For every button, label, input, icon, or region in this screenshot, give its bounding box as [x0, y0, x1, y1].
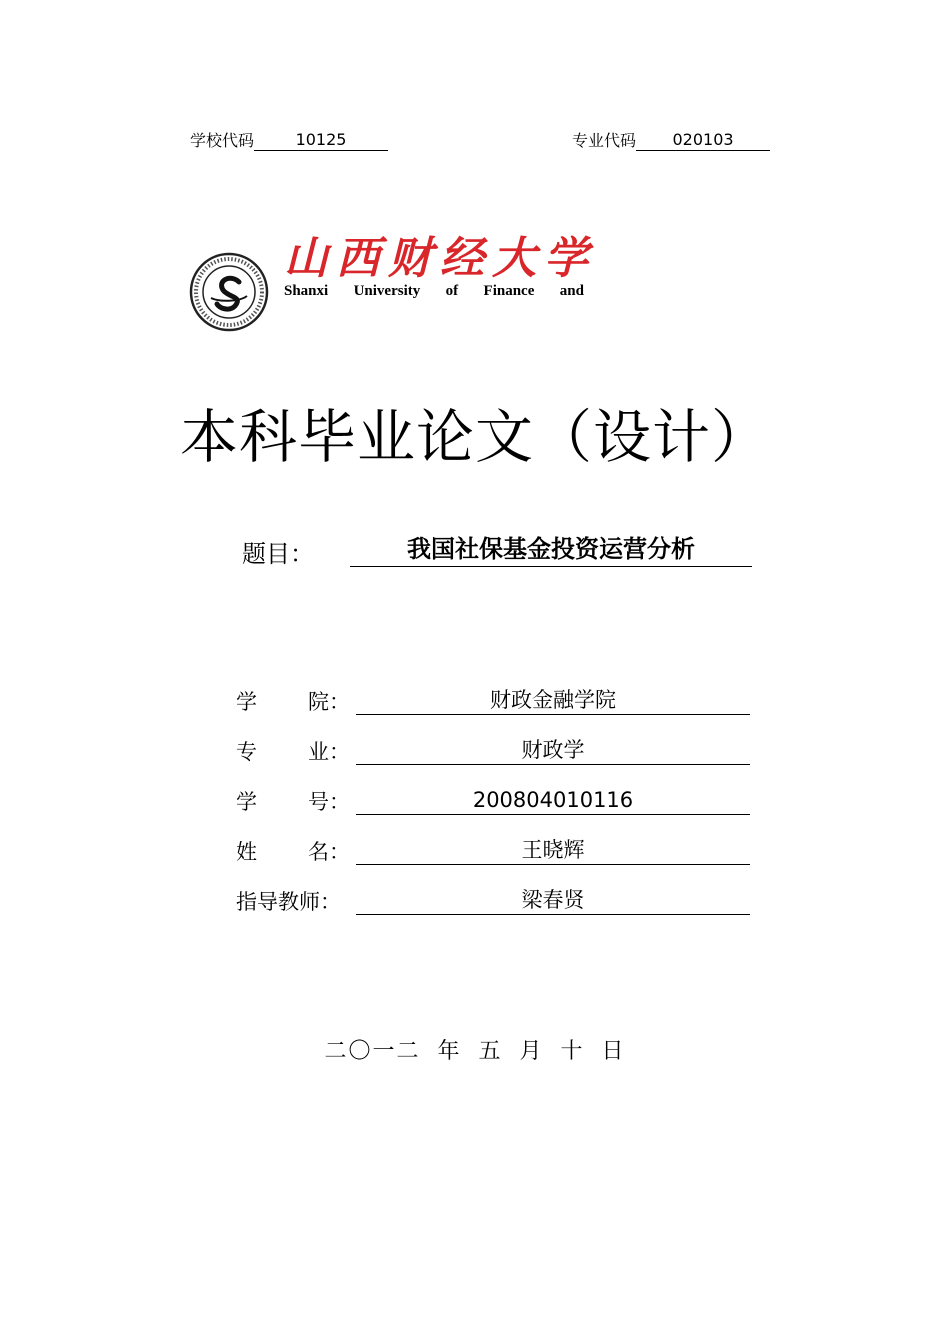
info-value-name: 王晓辉 [356, 836, 750, 865]
info-key: 院： [308, 690, 350, 714]
english-word: Finance [483, 283, 535, 299]
info-key: 号： [308, 790, 350, 814]
major-code-label: 专业代码 [572, 131, 637, 150]
info-key: 指导教师： [236, 890, 341, 914]
topic-label: 题目： [242, 540, 314, 568]
english-word: Shanxi [284, 283, 329, 299]
university-name-chinese: 山西财经大学 [284, 233, 596, 284]
info-key: 姓 [236, 840, 257, 864]
english-word: University [353, 283, 421, 299]
info-value-student-id: 200804010116 [356, 786, 750, 815]
school-code-label: 学校代码 [190, 131, 255, 150]
university-seal-logo [189, 252, 269, 332]
major-code-row [572, 128, 770, 151]
info-key: 学 [236, 790, 257, 814]
submission-date: 二〇一二 年 五 月 十 日 [324, 1039, 626, 1064]
info-value-college: 财政金融学院 [356, 686, 750, 715]
university-name-english [284, 283, 584, 300]
info-key: 业： [308, 740, 350, 764]
english-word: of [445, 283, 459, 299]
info-value-advisor: 梁春贤 [356, 886, 750, 915]
topic-value: 我国社保基金投资运营分析 [350, 532, 752, 567]
school-code-value: 10125 [254, 130, 388, 151]
document-title: 本科毕业论文（设计） [179, 403, 770, 471]
major-code-value: 020103 [636, 130, 770, 151]
info-key: 名： [308, 840, 350, 864]
info-key: 专 [236, 740, 257, 764]
info-value-major: 财政学 [356, 736, 750, 765]
school-code-row [190, 128, 388, 151]
info-key: 学 [236, 690, 257, 714]
english-word: and [559, 283, 584, 299]
